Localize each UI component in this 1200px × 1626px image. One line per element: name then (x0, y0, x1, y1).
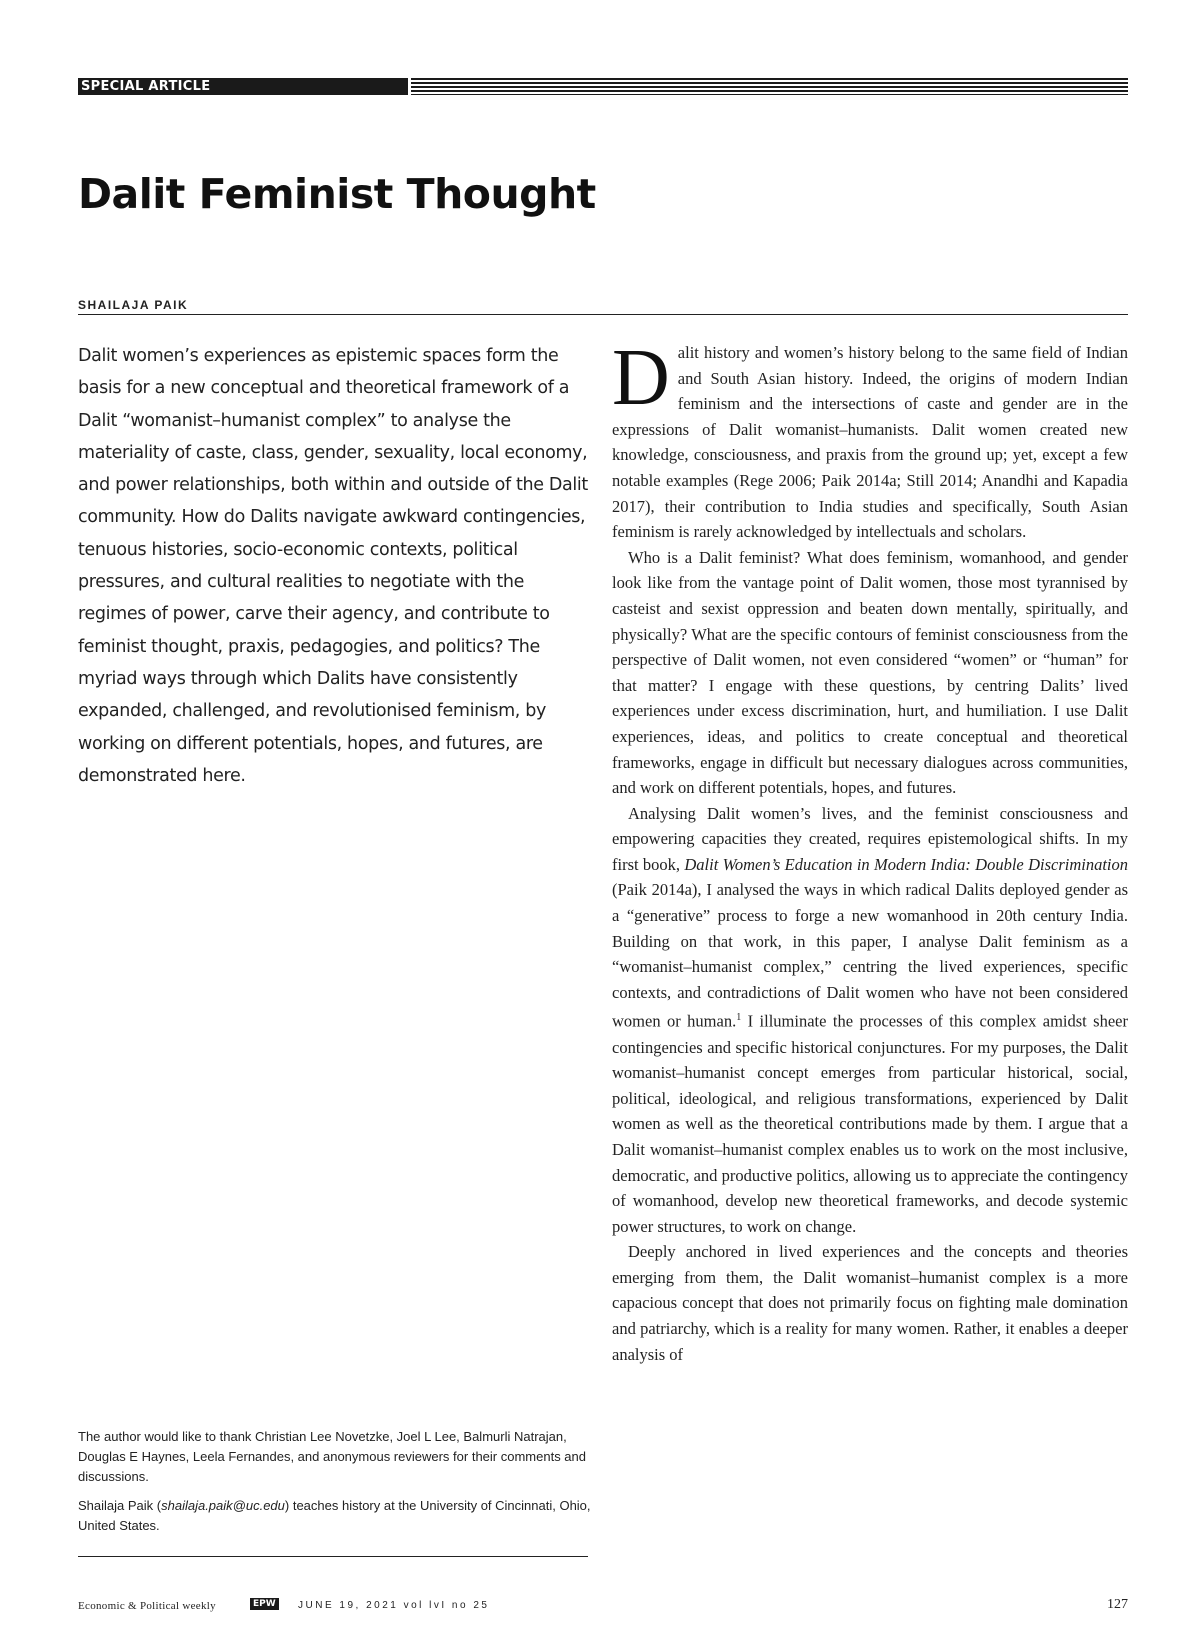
issue-info: JUNE 19, 2021 vol lvI no 25 (298, 1600, 490, 1611)
footnote-marker: 1 (736, 1012, 742, 1024)
article-body (612, 334, 1128, 1367)
page-number: 127 (1107, 1597, 1128, 1612)
body-paragraph-2: Who is a Dalit feminist? What does feminism, womanhood, and gender look like from the vantage point of Dalit women, those most tyrannised by casteist and sexist oppression and beaten down mentally, spiritually, and physically? What are the specific contours of feminist consciousness from the perspective of Dalit women, not even considered “women” or “human” for that matter? I engage with these questions, by centring Dalits’ lived experiences under excess discrimination, hurt, and humiliation. I use Dalit experiences, ideas, and politics to create conceptual and theoretical frameworks, engage in difficult but necessary dialogues across communities, and work on different potentials, hopes, and futures. (612, 547, 1128, 798)
author-notes (78, 1427, 593, 1545)
section-header-bar (78, 78, 1128, 95)
bio-text-end: ) teaches history at the University of Cincinnati, Ohio, United States. (78, 1498, 591, 1533)
paragraph-text: I illuminate the processes of this complex amidst sheer contingencies and specific historical conjunctures. For my purposes, the Dalit womanist–humanist concept emerges from particular historical, social, political, ideological, and religious transformations, experienced by Dalit women as well as the theoretical contributions made by them. I argue that a Dalit womanist–humanist complex enables us to work on the most inclusive, democratic, and productive politics, allowing us to appreciate the contingency of womanhood, develop new theoretical frameworks, and decode systemic power structures, to work on change. (612, 1011, 1128, 1236)
paragraph-text: Analysing Dalit women’s lives, and the feminist consciousness and empowering capacities they created, requires epistemological shifts. In my first book, (612, 803, 1128, 874)
header-rule-lines (411, 78, 1128, 95)
author-email: shailaja.paik@uc.edu (161, 1498, 285, 1513)
journal-name: Economic & Political weekly (78, 1600, 216, 1612)
journal-logo: EPW (250, 1598, 279, 1610)
bio-text-start: Shailaja Paik ( (78, 1498, 162, 1513)
page-footer (78, 1597, 1128, 1617)
divider (78, 314, 1128, 315)
acknowledgement-note: The author would like to thank Christian Lee Novetzke, Joel L Lee, Balmurli Natrajan, Douglas E Haynes, Leela Fernandes, and anonymous reviewers for their comments and discussions. (78, 1429, 586, 1484)
abstract: Dalit women’s experiences as epistemic spaces form the basis for a new conceptual and theoretical framework of a Dalit “womanist–humanist complex” to analyse the materiality of caste, class, gender, sexuality, local economy, and power relationships, both within and outside of the Dalit community. How do Dalits navigate awkward contingencies, tenuous histories, socio-economic contexts, political pressures, and cultural realities to negotiate with the regimes of power, carve their agency, and contribute to feminist thought, praxis, pedagogies, and politics? The myriad ways through which Dalits have consistently expanded, challenged, and revolutionised feminism, by working on different potentials, hopes, and futures, are demonstrated here. (78, 346, 588, 786)
paragraph-text: alit history and women’s history belong to the same field of Indian and South Asian history. Indeed, the origins of modern Indian feminism and the intersections of caste and gender are in the expressions of Dalit womanist–humanists. Dalit women created new knowledge, consciousness, and praxis from the ground up; yet, except a few notable examples (Rege 2006; Paik 2014a; Still 2014; Anandhi and Kapadia 2017), their contribution to India studies and specifically, South Asian feminism is rarely acknowledged by intellectuals and scholars. (612, 343, 1128, 542)
book-title: Dalit Women’s Education in Modern India: Double Discrimination (684, 854, 1128, 874)
article-title: Dalit Feminist Thought (78, 170, 596, 218)
section-label: SPECIAL ARTICLE (78, 78, 408, 95)
body-paragraph-1 (612, 334, 1128, 545)
divider (78, 1556, 588, 1557)
paragraph-text: (Paik 2014a), I analysed the ways in which radical Dalits deployed gender as a “generative” process to forge a new womanhood in 20th century India. Building on that work, in this paper, I analyse Dalit feminism as a “womanist–humanist complex,” centring the lived experiences, specific contexts, and contradictions of Dalit women who have not been considered women or human. (612, 880, 1128, 1031)
author-name: SHAILAJA PAIK (78, 298, 189, 312)
author-bio (78, 1496, 593, 1536)
body-paragraph-4: Deeply anchored in lived experiences and the concepts and theories emerging from them, the Dalit womanist–humanist complex is a more capacious concept that does not primarily focus on fighting male domination and patriarchy, which is a reality for many women. Rather, it enables a deeper analysis of (612, 1242, 1128, 1364)
body-paragraph-3 (612, 801, 1128, 1240)
drop-cap: D (612, 334, 670, 422)
